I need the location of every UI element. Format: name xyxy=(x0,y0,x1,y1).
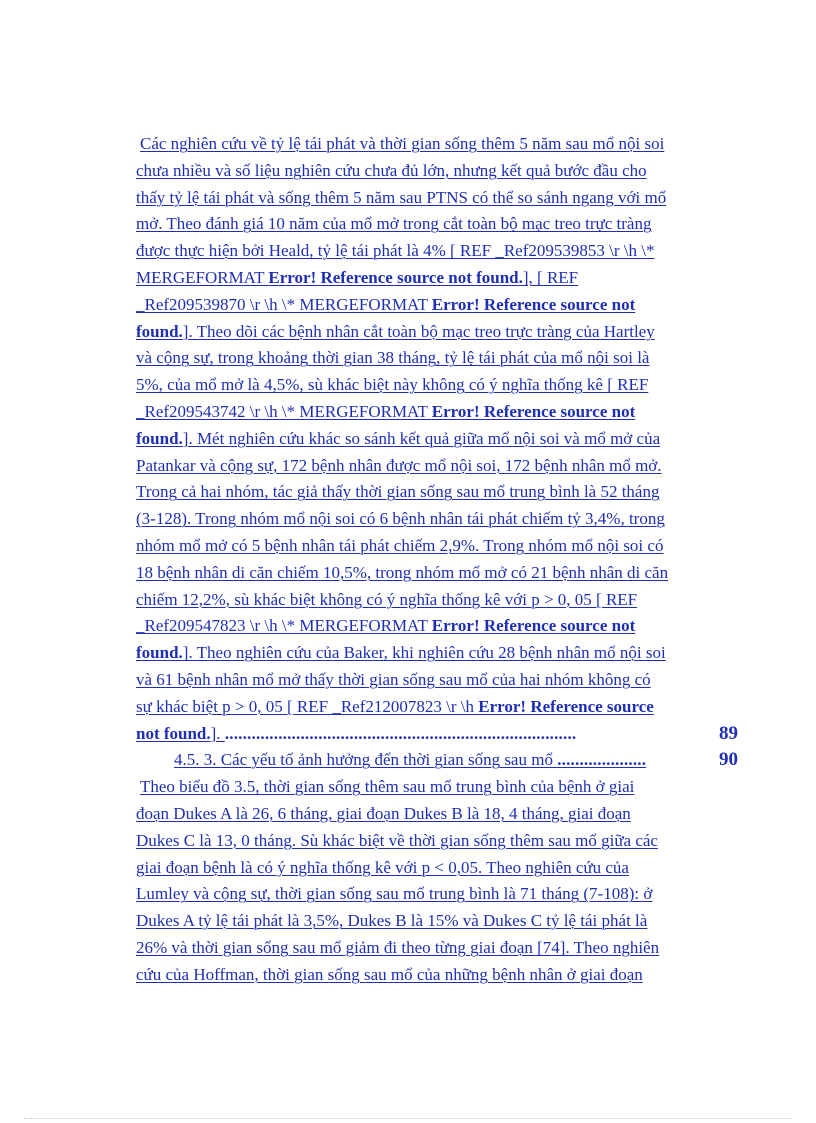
page-bottom-divider xyxy=(24,1118,792,1119)
field-error-text: Error! Reference source not xyxy=(431,294,636,314)
toc-line[interactable]: đoạn Dukes A là 26, 6 tháng, giai đoạn Dukes B là 18, 4 tháng, giai đoạn xyxy=(136,803,631,823)
toc-line[interactable]: (3-128). Trong nhóm mổ nội soi có 6 bệnh nhân tái phát chiếm tỷ 3,4%, trong xyxy=(136,509,665,529)
toc-line[interactable]: found.]. Mét nghiên cứu khác so sánh kết quả giữa mổ nội soi và mổ mở của xyxy=(136,428,661,448)
toc-line[interactable]: MERGEFORMAT Error! Reference source not found.], [ REF xyxy=(136,267,579,287)
toc-line[interactable]: _Ref209539870 \r \h \* MERGEFORMAT Error! Reference source not xyxy=(136,294,636,314)
toc-line[interactable]: Lumley và cộng sự, thời gian sống sau mổ trung bình là 71 tháng (7-108): ở xyxy=(136,884,653,904)
toc-line[interactable]: thấy tỷ lệ tái phát và sống thêm 5 năm sau PTNS có thể so sánh ngang với mổ xyxy=(136,187,667,207)
field-error-text: Error! Reference source not xyxy=(431,616,636,636)
toc-heading-line[interactable]: 4.5. 3. Các yếu tố ảnh hưởng đến thời gian sống sau mổ .................... 90 xyxy=(136,747,742,774)
toc-line[interactable]: Dukes C là 13, 0 tháng. Sù khác biệt về thời gian sống thêm sau mổ giữa các xyxy=(136,830,658,850)
field-error-text: not found. xyxy=(136,723,211,743)
toc-line[interactable]: và 61 bệnh nhân mổ mở thấy thời gian sống sau mổ của hai nhóm không có xyxy=(136,669,651,689)
toc-line[interactable]: Các nghiên cứu về tỷ lệ tái phát và thời gian sống thêm 5 năm sau mổ nội soi xyxy=(140,134,665,153)
toc-line[interactable]: Theo biểu đồ 3.5, thời gian sống thêm sau mổ trung bình của bệnh ở giai xyxy=(140,777,635,797)
field-error-text: Error! Reference source xyxy=(478,696,654,716)
toc-line[interactable]: sự khác biệt p > 0, 05 [ REF _Ref212007823 \r \h Error! Reference source xyxy=(136,696,654,716)
toc-page-number: 89 xyxy=(719,722,738,744)
toc-block xyxy=(136,131,742,989)
toc-line[interactable]: Dukes A tỷ lệ tái phát là 3,5%, Dukes B là 15% và Dukes C tỷ lệ tái phát là xyxy=(136,911,648,931)
toc-line[interactable]: chiếm 12,2%, sù khác biệt không có ý nghĩa thống kê với p > 0, 05 [ REF xyxy=(136,589,638,609)
field-error-text: found. xyxy=(136,643,183,663)
toc-line[interactable]: Trong cả hai nhóm, tác giả thấy thời gian sống sau mổ trung bình là 52 tháng xyxy=(136,482,660,502)
toc-line[interactable]: 26% và thời gian sống sau mổ giảm đi theo từng giai đoạn [74]. Theo nghiên xyxy=(136,937,660,957)
toc-line[interactable]: _Ref209547823 \r \h \* MERGEFORMAT Error! Reference source not xyxy=(136,616,636,636)
field-error-text: Error! Reference source not found. xyxy=(268,267,523,287)
toc-line[interactable]: chưa nhiều và số liệu nghiên cứu chưa đủ lớn, nhưng kết quả bước đầu cho xyxy=(136,160,647,180)
toc-line[interactable]: cứu của Hoffman, thời gian sống sau mổ của những bệnh nhân ở giai đoạn xyxy=(136,964,643,984)
field-error-text: Error! Reference source not xyxy=(431,401,636,421)
field-error-text: found. xyxy=(136,428,183,448)
toc-line[interactable]: found.]. Theo dõi các bệnh nhân cắt toàn bộ mạc treo trực tràng của Hartley xyxy=(136,321,655,341)
toc-line[interactable]: found.]. Theo nghiên cứu của Baker, khi nghiên cứu 28 bệnh nhân mổ nội soi xyxy=(136,643,666,663)
toc-line[interactable]: 5%, của mổ mở là 4,5%, sù khác biệt này không có ý nghĩa thống kê [ REF xyxy=(136,375,649,395)
toc-leader-dots: ............................................................................... xyxy=(224,723,577,743)
field-error-text: found. xyxy=(136,321,183,341)
toc-line[interactable]: Patankar và cộng sự, 172 bệnh nhân được mổ nội soi, 172 bệnh nhân mổ mở. xyxy=(136,455,662,475)
toc-line[interactable]: nhóm mổ mở có 5 bệnh nhân tái phát chiếm 2,9%. Trong nhóm mổ nội soi có xyxy=(136,535,664,555)
toc-line[interactable]: và cộng sự, trong khoảng thời gian 38 tháng, tỷ lệ tái phát của mổ nội soi là xyxy=(136,348,650,368)
toc-line[interactable]: not found.]. ............................................................................... 89 xyxy=(136,721,742,748)
toc-line[interactable]: mở. Theo đánh giá 10 năm của mổ mở trong cắt toàn bộ mạc treo trực tràng xyxy=(136,214,652,234)
toc-line[interactable]: _Ref209543742 \r \h \* MERGEFORMAT Error! Reference source not xyxy=(136,401,636,421)
toc-page-number: 90 xyxy=(719,749,738,771)
toc-leader-dots: .................... xyxy=(557,750,647,770)
toc-line[interactable]: giai đoạn bệnh là có ý nghĩa thống kê với p < 0,05. Theo nghiên cứu của xyxy=(136,857,629,877)
toc-line[interactable]: 18 bệnh nhân di căn chiếm 10,5%, trong nhóm mổ mở có 21 bệnh nhân di căn xyxy=(136,562,669,582)
toc-line[interactable]: được thực hiện bởi Heald, tỷ lệ tái phát là 4% [ REF _Ref209539853 \r \h \* xyxy=(136,241,655,261)
